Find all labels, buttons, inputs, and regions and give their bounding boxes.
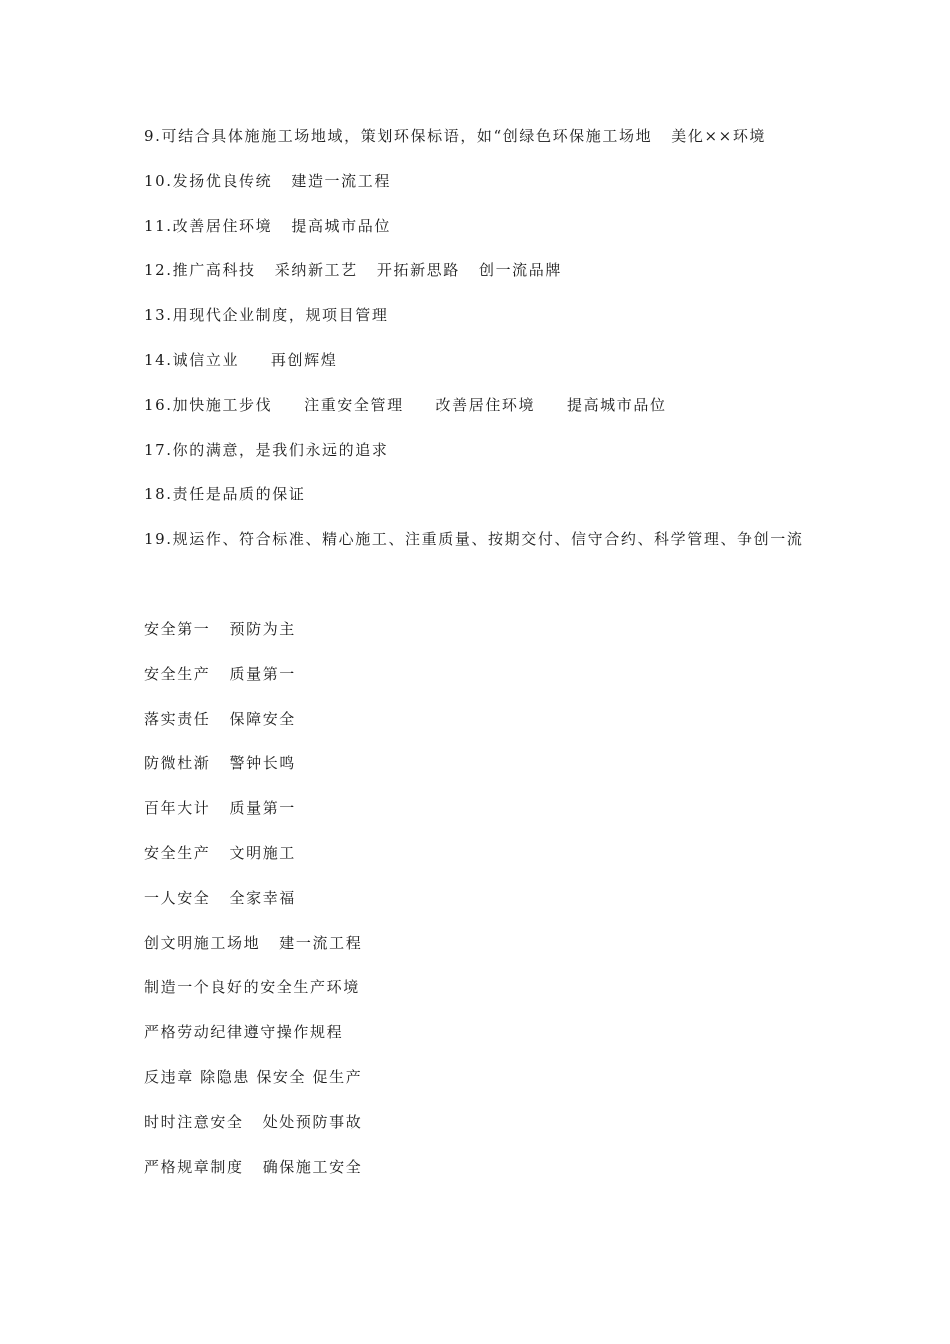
numbered-slogan-list: [144, 123, 864, 571]
slogan-line: 13.用现代企业制度，规项目管理: [144, 306, 389, 325]
safety-slogan-line: 安全第一 预防为主: [144, 620, 296, 638]
safety-slogan-line: 安全生产 质量第一: [144, 664, 296, 683]
slogan-line: 12.推广高科技 采纳新工艺 开拓新思路 创一流品牌: [144, 261, 562, 280]
safety-slogan-line: 制造一个良好的安全生产环境: [144, 978, 360, 997]
slogan-line: 11.改善居住环境 提高城市品位: [144, 216, 391, 235]
safety-slogan-list: [144, 616, 864, 1198]
slogan-line: 18.责任是品质的保证: [144, 485, 306, 504]
slogan-line: 16.加快施工步伐 注重安全管理 改善居住环境 提高城市品位: [144, 395, 667, 414]
slogan-line: 14.诚信立业 再创辉煌: [144, 350, 338, 369]
safety-slogan-line: 一人安全 全家幸福: [144, 888, 296, 907]
slogan-line: 10.发扬优良传统 建造一流工程: [144, 171, 391, 190]
safety-slogan-line: 严格劳动纪律遵守操作规程: [144, 1023, 344, 1042]
safety-slogan-line: 反违章 除隐患 保安全 促生产: [144, 1067, 363, 1086]
safety-slogan-line: 安全生产 文明施工: [144, 843, 296, 862]
safety-slogan-line: 百年大计 质量第一: [144, 799, 296, 818]
safety-slogan-line: 严格规章制度 确保施工安全: [144, 1157, 363, 1176]
slogan-line: 19.规运作、符合标准、精心施工、注重质量、按期交付、信守合约、科学管理、争创一流: [144, 530, 804, 549]
slogan-line: 9.可结合具体施施工场地域，策划环保标语，如“创绿色环保施工场地 美化××环境: [144, 127, 767, 145]
safety-slogan-line: 落实责任 保障安全: [144, 709, 296, 728]
safety-slogan-line: 防微杜渐 警钟长鸣: [144, 754, 296, 773]
safety-slogan-line: 时时注意安全 处处预防事故: [144, 1112, 363, 1131]
slogan-line: 17.你的满意，是我们永远的追求: [144, 440, 389, 459]
safety-slogan-line: 创文明施工场地 建一流工程: [144, 933, 363, 952]
